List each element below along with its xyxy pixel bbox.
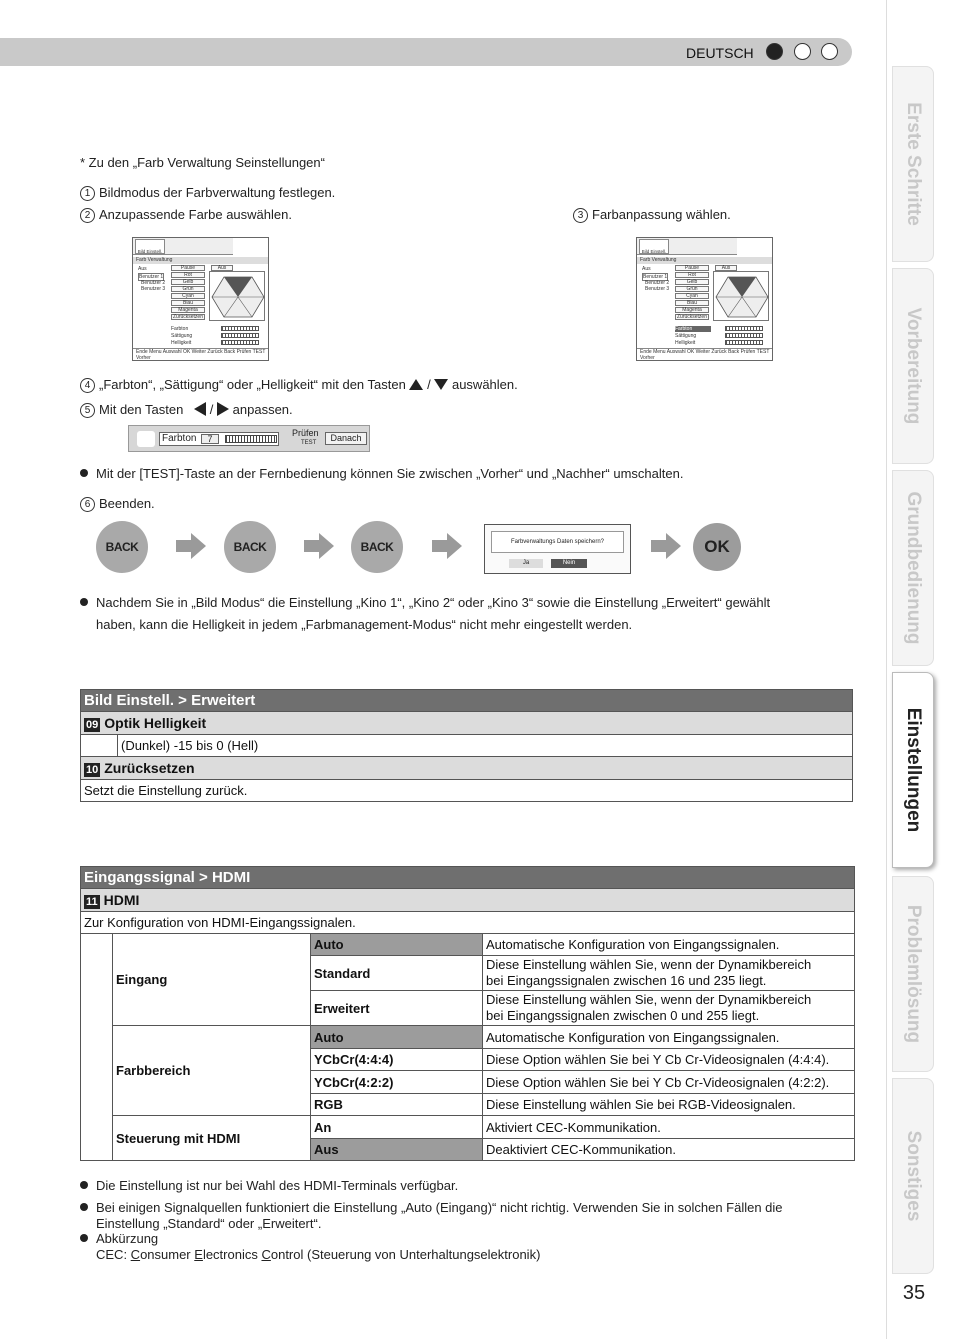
page-indicator-dot [794, 43, 811, 60]
save-dialog [484, 524, 631, 574]
page-indicator-dot [766, 43, 783, 60]
adjust-bar [128, 425, 370, 452]
step-6: 6 Beenden. [80, 496, 155, 512]
down-arrow-icon [434, 379, 448, 390]
group-label: Steuerung mit HDMI [113, 1116, 311, 1161]
note-3: Abkürzung [80, 1231, 158, 1246]
table-hdmi [80, 866, 855, 1161]
option-desc: Diese Einstellung wählen Sie, wenn der Dynamikbereich bei Eingangssignalen zwischen 0 und 255 liegt. [483, 991, 855, 1026]
color-hexagon [209, 271, 265, 321]
cell-value: Setzt die Einstellung zurück. [81, 780, 853, 802]
hand-icon [137, 431, 155, 447]
tab-erste-schritte[interactable]: Erste Schritte [892, 66, 934, 262]
osd-screenshot-1: Bild Einstell. Farb Verwaltung Aus Benutzer 1 Benutzer 2 Benutzer 3 Pause Aus Rot Gelb Grün Cyan Blau Magenta Zurücksetzen Farbton Sättigung Helligkeit Ende Menu Auswahl OK Weiter Zurück Back Prüfen TEST Vorher [132, 237, 269, 361]
back-button[interactable]: BACK [224, 521, 276, 573]
adjust-value: 7 [201, 434, 219, 444]
up-arrow-icon [409, 379, 423, 390]
step-4: 4 „Farbton“, „Sättigung“ oder „Helligkeit“ mit den Tasten / auswählen. [80, 377, 518, 393]
option-desc: Diese Option wählen Sie bei Y Cb Cr-Videosignalen (4:2:2). [483, 1071, 855, 1094]
table-erweitert [80, 689, 853, 802]
step-5: 5 Mit den Tasten / anpassen. [80, 402, 293, 418]
osd-screenshot-2: Bild Einstell. Farb Verwaltung Aus Benutzer 1 Benutzer 2 Benutzer 3 Pause Aus Rot Gelb Grün Cyan Blau Magenta Zurücksetzen Farbton Sättigung Helligkeit Ende Menu Auswahl OK Weiter Zurück Back Prüfen TEST Vorher [636, 237, 773, 361]
left-arrow-icon [194, 402, 206, 416]
option-label: Auto [311, 934, 483, 956]
row-title: 10 Zurücksetzen [81, 757, 853, 780]
option-desc: Diese Option wählen Sie bei Y Cb Cr-Videosignalen (4:4:4). [483, 1049, 855, 1071]
note-1: Die Einstellung ist nur bei Wahl des HDMI-Terminals verfügbar. [80, 1178, 458, 1193]
note-2-cont: Einstellung „Standard“ oder „Erweitert“. [96, 1216, 322, 1231]
option-label: An [311, 1116, 483, 1139]
step-2: 2 Anzupassende Farbe auswählen. [80, 207, 292, 223]
adjust-label: Farbton [162, 433, 197, 444]
table-title: Bild Einstell. > Erweitert [81, 690, 853, 712]
step-1: 1 Bildmodus der Farbverwaltung festlegen. [80, 185, 335, 201]
right-arrow-icon [217, 402, 229, 416]
cell-value: Zur Konfiguration von HDMI-Eingangssignalen. [81, 912, 855, 934]
option-label: Standard [311, 956, 483, 991]
row-title: 09 Optik Helligkeit [81, 712, 853, 735]
back-button[interactable]: BACK [351, 521, 403, 573]
option-desc: Aktiviert CEC-Kommunikation. [483, 1116, 855, 1139]
mode-note-cont: haben, kann die Helligkeit in jedem „Farbmanagement-Modus“ nicht mehr eingestellt werden. [96, 617, 633, 632]
tab-grundbedienung[interactable]: Grundbedienung [892, 470, 934, 666]
intro-text: * Zu den „Farb Verwaltung Seinstellungen“ [80, 155, 325, 170]
option-desc: Automatische Konfiguration von Eingangssignalen. [483, 1026, 855, 1049]
cec-abbreviation: CEC: Consumer Electronics Control (Steuerung von Unterhaltungselektronik) [96, 1247, 541, 1262]
option-label: YCbCr(4:4:4) [311, 1049, 483, 1071]
page-number: 35 [902, 1282, 926, 1304]
step-3: 3 Farbanpassung wählen. [573, 207, 731, 223]
option-desc: Diese Einstellung wählen Sie, wenn der Dynamikbereich bei Eingangssignalen zwischen 16 und 235 liegt. [483, 956, 855, 991]
group-label: Eingang [113, 934, 311, 1026]
tab-vorbereitung[interactable]: Vorbereitung [892, 268, 934, 464]
check-label: Prüfen [292, 428, 319, 438]
table-title: Eingangssignal > HDMI [81, 867, 855, 889]
tab-einstellungen[interactable]: Einstellungen [892, 672, 934, 868]
option-label: RGB [311, 1094, 483, 1116]
group-label: Farbbereich [113, 1026, 311, 1116]
yes-button[interactable]: Ja [509, 559, 543, 568]
no-button[interactable]: Nein [551, 559, 587, 568]
tab-problemloesung[interactable]: Problemlösung [892, 876, 934, 1072]
option-label: Erweitert [311, 991, 483, 1026]
option-desc: Automatische Konfiguration von Eingangssignalen. [483, 934, 855, 956]
ok-button[interactable]: OK [693, 523, 741, 571]
test-key-label: TEST [301, 440, 317, 446]
language-label: DEUTSCH [686, 45, 754, 61]
color-hexagon [713, 271, 769, 321]
option-desc: Diese Einstellung wählen Sie bei RGB-Videosignalen. [483, 1094, 855, 1116]
option-label: Auto [311, 1026, 483, 1049]
test-note: Mit der [TEST]-Taste an der Fernbedienung können Sie zwischen „Vorher“ und „Nachher“ umschalten. [80, 466, 683, 481]
arrow-right-icon [304, 533, 334, 559]
note-2: Bei einigen Signalquellen funktioniert die Einstellung „Auto (Eingang)“ nicht richtig. Verwenden Sie in solchen Fällen die [80, 1200, 783, 1215]
adjust-slider[interactable] [225, 435, 277, 443]
after-button[interactable]: Danach [325, 432, 367, 445]
cell-value: (Dunkel) -15 bis 0 (Hell) [118, 735, 853, 757]
option-label: Aus [311, 1139, 483, 1161]
option-label: YCbCr(4:2:2) [311, 1071, 483, 1094]
arrow-right-icon [432, 533, 462, 559]
mode-note: Nachdem Sie in „Bild Modus“ die Einstellung „Kino 1“, „Kino 2“ oder „Kino 3“ sowie die Einstellung „Erweitert“ gewählt [80, 595, 770, 610]
arrow-right-icon [651, 533, 681, 559]
back-button[interactable]: BACK [96, 521, 148, 573]
option-desc: Deaktiviert CEC-Kommunikation. [483, 1139, 855, 1161]
dialog-text: Farbverwaltungs Daten speichern? [491, 531, 624, 553]
tab-sonstiges[interactable]: Sonstiges [892, 1078, 934, 1274]
page-indicator-dot [821, 43, 838, 60]
arrow-right-icon [176, 533, 206, 559]
row-title: 11 HDMI [81, 889, 855, 912]
